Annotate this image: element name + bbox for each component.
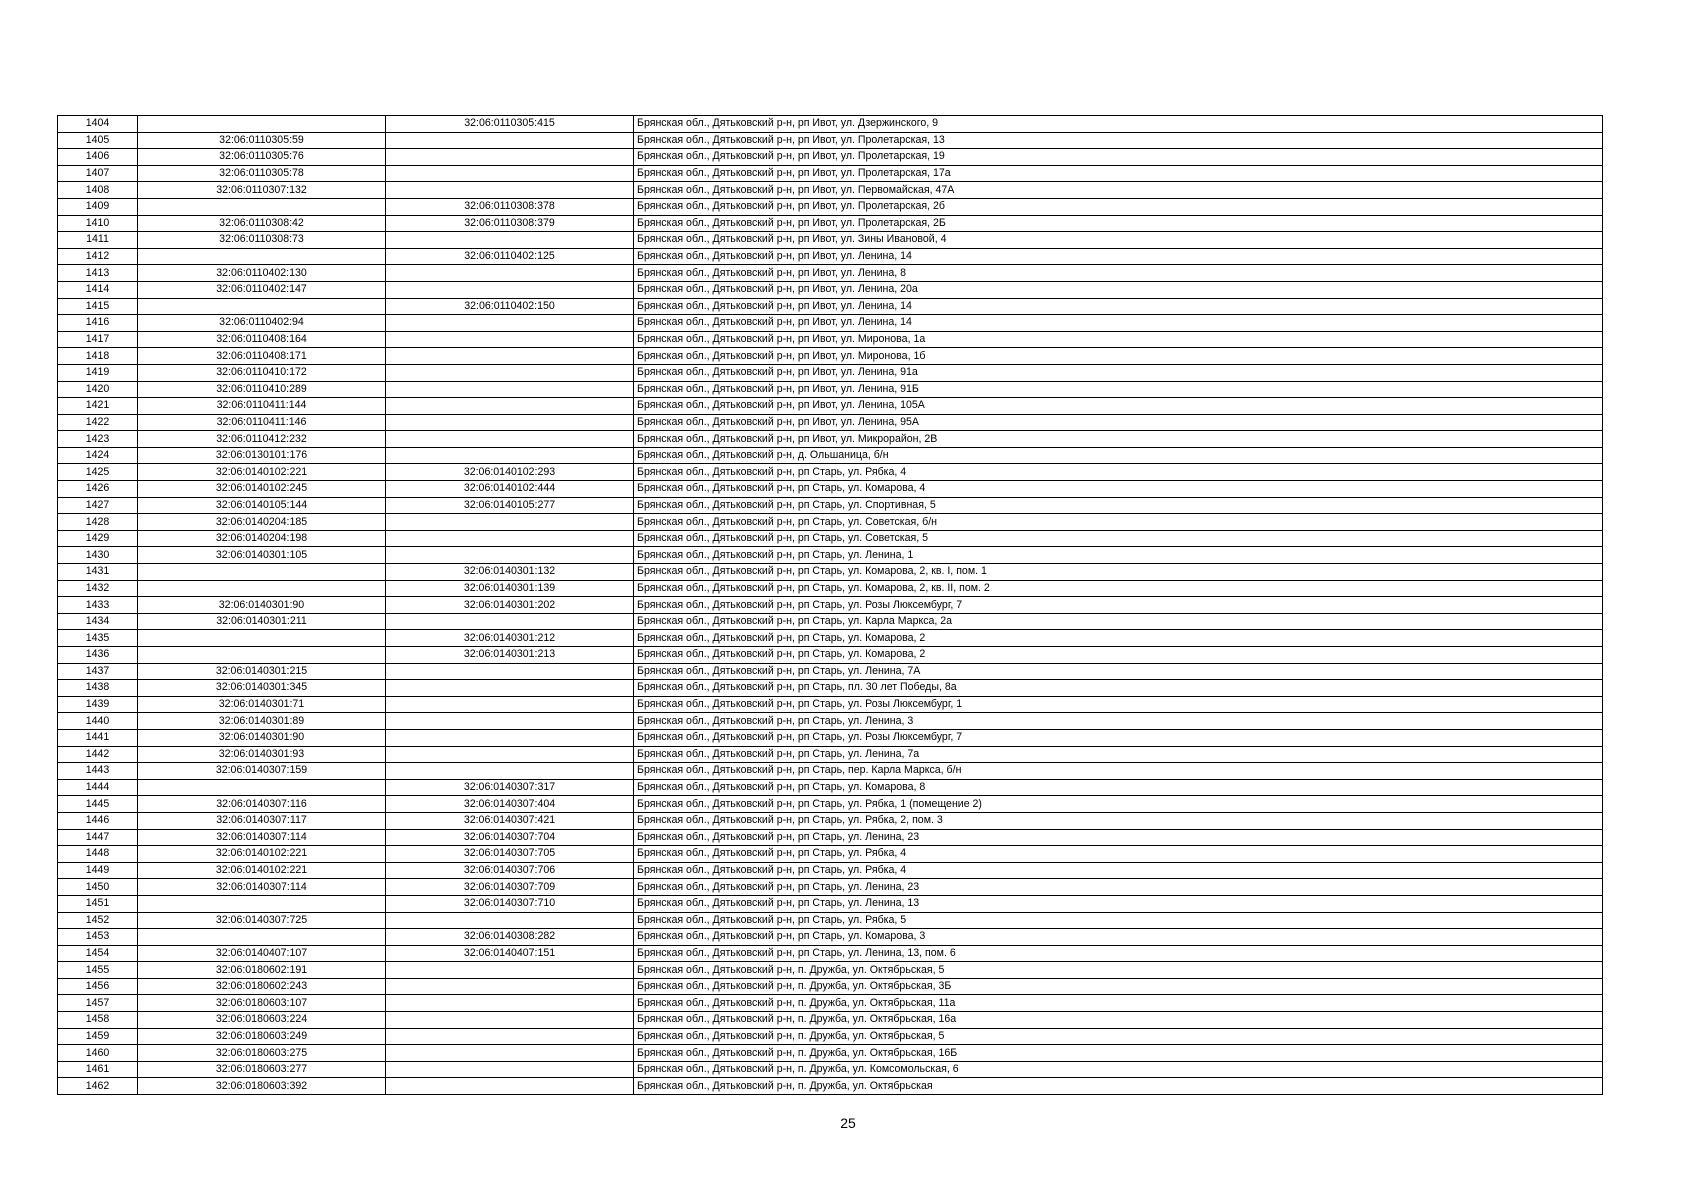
cadastral-number-cell: 32:06:0140307:725 xyxy=(138,912,386,929)
address-cell: Брянская обл., Дятьковский р-н, рп Ивот, ул. Ленина, 14 xyxy=(634,315,1603,332)
building-cadastral-number-cell: 32:06:0140301:212 xyxy=(386,630,634,647)
cadastral-number-cell: 32:06:0140301:211 xyxy=(138,613,386,630)
address-cell: Брянская обл., Дятьковский р-н, рп Ивот, ул. Ленина, 95А xyxy=(634,414,1603,431)
cadastral-number-cell: 32:06:0110305:59 xyxy=(138,132,386,149)
cadastral-number-cell xyxy=(138,116,386,133)
address-cell: Брянская обл., Дятьковский р-н, п. Дружба, ул. Октябрьская, 11а xyxy=(634,995,1603,1012)
address-cell: Брянская обл., Дятьковский р-н, рп Ивот, ул. Пролетарская, 2б xyxy=(634,198,1603,215)
table-row xyxy=(58,746,1603,763)
row-number-cell: 1448 xyxy=(58,846,138,863)
building-cadastral-number-cell xyxy=(386,232,634,249)
table-row xyxy=(58,796,1603,813)
table-row xyxy=(58,729,1603,746)
table-row xyxy=(58,182,1603,199)
row-number-cell: 1410 xyxy=(58,215,138,232)
table-row xyxy=(58,298,1603,315)
cadastral-number-cell: 32:06:0110408:171 xyxy=(138,348,386,365)
table-row xyxy=(58,215,1603,232)
cadastral-number-cell xyxy=(138,298,386,315)
row-number-cell: 1430 xyxy=(58,547,138,564)
address-cell: Брянская обл., Дятьковский р-н, п. Дружба, ул. Октябрьская, 3Б xyxy=(634,978,1603,995)
address-cell: Брянская обл., Дятьковский р-н, рп Старь, ул. Рябка, 2, пом. 3 xyxy=(634,812,1603,829)
row-number-cell: 1409 xyxy=(58,198,138,215)
address-cell: Брянская обл., Дятьковский р-н, рп Старь, ул. Ленина, 1 xyxy=(634,547,1603,564)
table-row xyxy=(58,530,1603,547)
building-cadastral-number-cell: 32:06:0140308:282 xyxy=(386,929,634,946)
address-cell: Брянская обл., Дятьковский р-н, рп Старь, ул. Рябка, 4 xyxy=(634,862,1603,879)
table-row xyxy=(58,447,1603,464)
address-cell: Брянская обл., Дятьковский р-н, рп Ивот, ул. Миронова, 1а xyxy=(634,331,1603,348)
building-cadastral-number-cell xyxy=(386,696,634,713)
cadastral-number-cell: 32:06:0110402:94 xyxy=(138,315,386,332)
table-row xyxy=(58,116,1603,133)
table-row xyxy=(58,829,1603,846)
building-cadastral-number-cell xyxy=(386,1028,634,1045)
address-cell: Брянская обл., Дятьковский р-н, рп Старь, ул. Карла Маркса, 2а xyxy=(634,613,1603,630)
address-cell: Брянская обл., Дятьковский р-н, рп Старь, ул. Розы Люксембург, 7 xyxy=(634,597,1603,614)
cadastral-number-cell: 32:06:0140301:90 xyxy=(138,597,386,614)
building-cadastral-number-cell: 32:06:0140307:421 xyxy=(386,812,634,829)
address-cell: Брянская обл., Дятьковский р-н, рп Старь, ул. Комарова, 8 xyxy=(634,779,1603,796)
row-number-cell: 1447 xyxy=(58,829,138,846)
table-row xyxy=(58,265,1603,282)
row-number-cell: 1453 xyxy=(58,929,138,946)
cadastral-number-cell: 32:06:0140301:93 xyxy=(138,746,386,763)
building-cadastral-number-cell xyxy=(386,398,634,415)
cadastral-number-cell: 32:06:0140105:144 xyxy=(138,497,386,514)
building-cadastral-number-cell: 32:06:0140301:139 xyxy=(386,580,634,597)
cadastral-number-cell xyxy=(138,630,386,647)
table-row xyxy=(58,364,1603,381)
table-row xyxy=(58,613,1603,630)
registry-sheet xyxy=(57,115,1602,1095)
table-row xyxy=(58,945,1603,962)
row-number-cell: 1412 xyxy=(58,248,138,265)
row-number-cell: 1440 xyxy=(58,713,138,730)
table-row xyxy=(58,248,1603,265)
building-cadastral-number-cell xyxy=(386,132,634,149)
building-cadastral-number-cell xyxy=(386,414,634,431)
building-cadastral-number-cell xyxy=(386,348,634,365)
cadastral-number-cell: 32:06:0140307:116 xyxy=(138,796,386,813)
table-row xyxy=(58,580,1603,597)
building-cadastral-number-cell: 32:06:0140307:404 xyxy=(386,796,634,813)
cadastral-number-cell: 32:06:0180603:224 xyxy=(138,1012,386,1029)
cadastral-number-cell xyxy=(138,248,386,265)
table-row xyxy=(58,514,1603,531)
address-cell: Брянская обл., Дятьковский р-н, рп Старь, ул. Комарова, 2, кв. I, пом. 1 xyxy=(634,564,1603,581)
row-number-cell: 1434 xyxy=(58,613,138,630)
address-cell: Брянская обл., Дятьковский р-н, рп Старь, ул. Комарова, 3 xyxy=(634,929,1603,946)
cadastral-number-cell: 32:06:0180603:275 xyxy=(138,1045,386,1062)
building-cadastral-number-cell: 32:06:0140307:706 xyxy=(386,862,634,879)
row-number-cell: 1428 xyxy=(58,514,138,531)
building-cadastral-number-cell xyxy=(386,149,634,166)
table-row xyxy=(58,281,1603,298)
table-row xyxy=(58,198,1603,215)
cadastral-number-cell: 32:06:0110308:42 xyxy=(138,215,386,232)
address-cell: Брянская обл., Дятьковский р-н, д. Ольшаница, б/н xyxy=(634,447,1603,464)
address-cell: Брянская обл., Дятьковский р-н, п. Дружба, ул. Октябрьская, 5 xyxy=(634,962,1603,979)
address-cell: Брянская обл., Дятьковский р-н, рп Ивот, ул. Пролетарская, 19 xyxy=(634,149,1603,166)
cadastral-number-cell: 32:06:0110305:76 xyxy=(138,149,386,166)
cadastral-number-cell xyxy=(138,895,386,912)
address-cell: Брянская обл., Дятьковский р-н, п. Дружба, ул. Октябрьская, 5 xyxy=(634,1028,1603,1045)
building-cadastral-number-cell xyxy=(386,364,634,381)
building-cadastral-number-cell xyxy=(386,165,634,182)
building-cadastral-number-cell xyxy=(386,713,634,730)
building-cadastral-number-cell: 32:06:0110402:150 xyxy=(386,298,634,315)
row-number-cell: 1456 xyxy=(58,978,138,995)
building-cadastral-number-cell: 32:06:0140307:710 xyxy=(386,895,634,912)
address-cell: Брянская обл., Дятьковский р-н, п. Дружба, ул. Октябрьская, 16а xyxy=(634,1012,1603,1029)
address-cell: Брянская обл., Дятьковский р-н, п. Дружба, ул. Комсомольская, 6 xyxy=(634,1061,1603,1078)
address-cell: Брянская обл., Дятьковский р-н, рп Старь, ул. Ленина, 3 xyxy=(634,713,1603,730)
registry-table xyxy=(57,115,1603,1095)
building-cadastral-number-cell xyxy=(386,1045,634,1062)
table-row xyxy=(58,414,1603,431)
address-cell: Брянская обл., Дятьковский р-н, рп Старь, ул. Ленина, 23 xyxy=(634,879,1603,896)
table-row xyxy=(58,812,1603,829)
cadastral-number-cell: 32:06:0140307:114 xyxy=(138,829,386,846)
table-row xyxy=(58,879,1603,896)
table-row xyxy=(58,398,1603,415)
table-row xyxy=(58,1078,1603,1095)
row-number-cell: 1458 xyxy=(58,1012,138,1029)
address-cell: Брянская обл., Дятьковский р-н, рп Старь, ул. Ленина, 13 xyxy=(634,895,1603,912)
building-cadastral-number-cell xyxy=(386,381,634,398)
row-number-cell: 1435 xyxy=(58,630,138,647)
table-row xyxy=(58,995,1603,1012)
building-cadastral-number-cell xyxy=(386,1061,634,1078)
row-number-cell: 1457 xyxy=(58,995,138,1012)
row-number-cell: 1461 xyxy=(58,1061,138,1078)
cadastral-number-cell: 32:06:0110307:132 xyxy=(138,182,386,199)
cadastral-number-cell: 32:06:0140301:89 xyxy=(138,713,386,730)
table-row xyxy=(58,929,1603,946)
table-row xyxy=(58,132,1603,149)
building-cadastral-number-cell: 32:06:0140307:709 xyxy=(386,879,634,896)
address-cell: Брянская обл., Дятьковский р-н, рп Ивот, ул. Ленина, 91Б xyxy=(634,381,1603,398)
address-cell: Брянская обл., Дятьковский р-н, рп Ивот, ул. Ленина, 8 xyxy=(634,265,1603,282)
row-number-cell: 1439 xyxy=(58,696,138,713)
table-row xyxy=(58,1045,1603,1062)
address-cell: Брянская обл., Дятьковский р-н, рп Старь, ул. Ленина, 23 xyxy=(634,829,1603,846)
address-cell: Брянская обл., Дятьковский р-н, рп Старь, ул. Спортивная, 5 xyxy=(634,497,1603,514)
table-row xyxy=(58,912,1603,929)
cadastral-number-cell: 32:06:0140301:105 xyxy=(138,547,386,564)
address-cell: Брянская обл., Дятьковский р-н, рп Ивот, ул. Миронова, 1б xyxy=(634,348,1603,365)
building-cadastral-number-cell xyxy=(386,1012,634,1029)
cadastral-number-cell xyxy=(138,929,386,946)
building-cadastral-number-cell xyxy=(386,680,634,697)
row-number-cell: 1433 xyxy=(58,597,138,614)
row-number-cell: 1413 xyxy=(58,265,138,282)
row-number-cell: 1418 xyxy=(58,348,138,365)
address-cell: Брянская обл., Дятьковский р-н, рп Старь, пер. Карла Маркса, б/н xyxy=(634,763,1603,780)
cadastral-number-cell: 32:06:0110408:164 xyxy=(138,331,386,348)
cadastral-number-cell: 32:06:0130101:176 xyxy=(138,447,386,464)
table-row xyxy=(58,149,1603,166)
cadastral-number-cell: 32:06:0140204:185 xyxy=(138,514,386,531)
table-row xyxy=(58,315,1603,332)
row-number-cell: 1414 xyxy=(58,281,138,298)
table-row xyxy=(58,348,1603,365)
page-number: 25 xyxy=(840,1115,856,1131)
table-row xyxy=(58,779,1603,796)
table-row xyxy=(58,696,1603,713)
cadastral-number-cell: 32:06:0140102:221 xyxy=(138,846,386,863)
table-row xyxy=(58,431,1603,448)
address-cell: Брянская обл., Дятьковский р-н, рп Старь, ул. Ленина, 7а xyxy=(634,746,1603,763)
table-row xyxy=(58,464,1603,481)
row-number-cell: 1438 xyxy=(58,680,138,697)
row-number-cell: 1452 xyxy=(58,912,138,929)
address-cell: Брянская обл., Дятьковский р-н, рп Ивот, ул. Ленина, 105А xyxy=(634,398,1603,415)
cadastral-number-cell: 32:06:0110410:172 xyxy=(138,364,386,381)
row-number-cell: 1404 xyxy=(58,116,138,133)
table-row xyxy=(58,497,1603,514)
building-cadastral-number-cell xyxy=(386,729,634,746)
building-cadastral-number-cell xyxy=(386,281,634,298)
address-cell: Брянская обл., Дятьковский р-н, рп Ивот, ул. Зины Ивановой, 4 xyxy=(634,232,1603,249)
row-number-cell: 1411 xyxy=(58,232,138,249)
building-cadastral-number-cell: 32:06:0140102:444 xyxy=(386,481,634,498)
building-cadastral-number-cell xyxy=(386,431,634,448)
address-cell: Брянская обл., Дятьковский р-н, рп Старь, ул. Советская, 5 xyxy=(634,530,1603,547)
row-number-cell: 1431 xyxy=(58,564,138,581)
cadastral-number-cell: 32:06:0110410:289 xyxy=(138,381,386,398)
building-cadastral-number-cell xyxy=(386,962,634,979)
cadastral-number-cell: 32:06:0180603:392 xyxy=(138,1078,386,1095)
row-number-cell: 1425 xyxy=(58,464,138,481)
cadastral-number-cell: 32:06:0180602:243 xyxy=(138,978,386,995)
building-cadastral-number-cell xyxy=(386,265,634,282)
address-cell: Брянская обл., Дятьковский р-н, п. Дружба, ул. Октябрьская xyxy=(634,1078,1603,1095)
address-cell: Брянская обл., Дятьковский р-н, рп Старь, ул. Розы Люксембург, 1 xyxy=(634,696,1603,713)
table-row xyxy=(58,547,1603,564)
table-row xyxy=(58,962,1603,979)
table-row xyxy=(58,1028,1603,1045)
building-cadastral-number-cell: 32:06:0140307:317 xyxy=(386,779,634,796)
building-cadastral-number-cell: 32:06:0140105:277 xyxy=(386,497,634,514)
row-number-cell: 1432 xyxy=(58,580,138,597)
table-row xyxy=(58,331,1603,348)
cadastral-number-cell: 32:06:0110411:146 xyxy=(138,414,386,431)
row-number-cell: 1406 xyxy=(58,149,138,166)
table-row xyxy=(58,713,1603,730)
building-cadastral-number-cell xyxy=(386,912,634,929)
table-row xyxy=(58,1061,1603,1078)
cadastral-number-cell xyxy=(138,779,386,796)
building-cadastral-number-cell xyxy=(386,530,634,547)
cadastral-number-cell: 32:06:0180603:107 xyxy=(138,995,386,1012)
cadastral-number-cell: 32:06:0110305:78 xyxy=(138,165,386,182)
building-cadastral-number-cell xyxy=(386,663,634,680)
building-cadastral-number-cell xyxy=(386,763,634,780)
row-number-cell: 1415 xyxy=(58,298,138,315)
building-cadastral-number-cell xyxy=(386,331,634,348)
cadastral-number-cell: 32:06:0180602:191 xyxy=(138,962,386,979)
address-cell: Брянская обл., Дятьковский р-н, рп Ивот, ул. Ленина, 14 xyxy=(634,298,1603,315)
row-number-cell: 1421 xyxy=(58,398,138,415)
table-row xyxy=(58,481,1603,498)
address-cell: Брянская обл., Дятьковский р-н, рп Ивот, ул. Ленина, 20а xyxy=(634,281,1603,298)
building-cadastral-number-cell xyxy=(386,315,634,332)
cadastral-number-cell: 32:06:0140307:117 xyxy=(138,812,386,829)
row-number-cell: 1446 xyxy=(58,812,138,829)
building-cadastral-number-cell: 32:06:0110308:378 xyxy=(386,198,634,215)
table-row xyxy=(58,381,1603,398)
address-cell: Брянская обл., Дятьковский р-н, рп Старь, ул. Советская, б/н xyxy=(634,514,1603,531)
table-row xyxy=(58,232,1603,249)
cadastral-number-cell: 32:06:0140102:245 xyxy=(138,481,386,498)
building-cadastral-number-cell: 32:06:0140301:132 xyxy=(386,564,634,581)
cadastral-number-cell: 32:06:0140102:221 xyxy=(138,464,386,481)
row-number-cell: 1454 xyxy=(58,945,138,962)
cadastral-number-cell: 32:06:0140407:107 xyxy=(138,945,386,962)
address-cell: Брянская обл., Дятьковский р-н, рп Ивот, ул. Микрорайон, 2В xyxy=(634,431,1603,448)
row-number-cell: 1455 xyxy=(58,962,138,979)
cadastral-number-cell: 32:06:0140204:198 xyxy=(138,530,386,547)
row-number-cell: 1445 xyxy=(58,796,138,813)
cadastral-number-cell: 32:06:0140301:345 xyxy=(138,680,386,697)
cadastral-number-cell: 32:06:0180603:249 xyxy=(138,1028,386,1045)
row-number-cell: 1423 xyxy=(58,431,138,448)
cadastral-number-cell: 32:06:0140307:159 xyxy=(138,763,386,780)
building-cadastral-number-cell xyxy=(386,547,634,564)
row-number-cell: 1429 xyxy=(58,530,138,547)
row-number-cell: 1459 xyxy=(58,1028,138,1045)
building-cadastral-number-cell: 32:06:0140301:202 xyxy=(386,597,634,614)
cadastral-number-cell: 32:06:0110402:130 xyxy=(138,265,386,282)
row-number-cell: 1417 xyxy=(58,331,138,348)
row-number-cell: 1449 xyxy=(58,862,138,879)
table-row xyxy=(58,862,1603,879)
table-row xyxy=(58,1012,1603,1029)
address-cell: Брянская обл., Дятьковский р-н, рп Ивот, ул. Ленина, 91а xyxy=(634,364,1603,381)
building-cadastral-number-cell xyxy=(386,995,634,1012)
building-cadastral-number-cell xyxy=(386,1078,634,1095)
address-cell: Брянская обл., Дятьковский р-н, рп Старь, ул. Комарова, 4 xyxy=(634,481,1603,498)
row-number-cell: 1437 xyxy=(58,663,138,680)
row-number-cell: 1450 xyxy=(58,879,138,896)
building-cadastral-number-cell: 32:06:0140102:293 xyxy=(386,464,634,481)
table-row xyxy=(58,978,1603,995)
address-cell: Брянская обл., Дятьковский р-н, рп Старь, ул. Ленина, 7А xyxy=(634,663,1603,680)
address-cell: Брянская обл., Дятьковский р-н, рп Старь, ул. Розы Люксембург, 7 xyxy=(634,729,1603,746)
table-row xyxy=(58,680,1603,697)
table-row xyxy=(58,564,1603,581)
row-number-cell: 1460 xyxy=(58,1045,138,1062)
cadastral-number-cell: 32:06:0110308:73 xyxy=(138,232,386,249)
cadastral-number-cell xyxy=(138,580,386,597)
address-cell: Брянская обл., Дятьковский р-н, п. Дружба, ул. Октябрьская, 16Б xyxy=(634,1045,1603,1062)
cadastral-number-cell xyxy=(138,647,386,664)
row-number-cell: 1408 xyxy=(58,182,138,199)
cadastral-number-cell: 32:06:0140307:114 xyxy=(138,879,386,896)
row-number-cell: 1451 xyxy=(58,895,138,912)
building-cadastral-number-cell xyxy=(386,613,634,630)
row-number-cell: 1424 xyxy=(58,447,138,464)
address-cell: Брянская обл., Дятьковский р-н, рп Старь, ул. Рябка, 4 xyxy=(634,464,1603,481)
table-row xyxy=(58,846,1603,863)
cadastral-number-cell: 32:06:0180603:277 xyxy=(138,1061,386,1078)
table-row xyxy=(58,165,1603,182)
cadastral-number-cell: 32:06:0140301:215 xyxy=(138,663,386,680)
table-row xyxy=(58,630,1603,647)
building-cadastral-number-cell xyxy=(386,514,634,531)
row-number-cell: 1416 xyxy=(58,315,138,332)
row-number-cell: 1419 xyxy=(58,364,138,381)
row-number-cell: 1407 xyxy=(58,165,138,182)
address-cell: Брянская обл., Дятьковский р-н, рп Старь, ул. Рябка, 1 (помещение 2) xyxy=(634,796,1603,813)
building-cadastral-number-cell: 32:06:0140307:704 xyxy=(386,829,634,846)
row-number-cell: 1444 xyxy=(58,779,138,796)
row-number-cell: 1405 xyxy=(58,132,138,149)
cadastral-number-cell: 32:06:0140301:71 xyxy=(138,696,386,713)
row-number-cell: 1443 xyxy=(58,763,138,780)
row-number-cell: 1436 xyxy=(58,647,138,664)
building-cadastral-number-cell: 32:06:0140307:705 xyxy=(386,846,634,863)
address-cell: Брянская обл., Дятьковский р-н, рп Старь, ул. Ленина, 13, пом. 6 xyxy=(634,945,1603,962)
building-cadastral-number-cell xyxy=(386,182,634,199)
cadastral-number-cell xyxy=(138,564,386,581)
building-cadastral-number-cell: 32:06:0110305:415 xyxy=(386,116,634,133)
table-row xyxy=(58,663,1603,680)
table-row xyxy=(58,647,1603,664)
cadastral-number-cell: 32:06:0110412:232 xyxy=(138,431,386,448)
row-number-cell: 1427 xyxy=(58,497,138,514)
building-cadastral-number-cell xyxy=(386,746,634,763)
building-cadastral-number-cell xyxy=(386,978,634,995)
row-number-cell: 1426 xyxy=(58,481,138,498)
cadastral-number-cell xyxy=(138,198,386,215)
building-cadastral-number-cell: 32:06:0140301:213 xyxy=(386,647,634,664)
row-number-cell: 1442 xyxy=(58,746,138,763)
row-number-cell: 1441 xyxy=(58,729,138,746)
table-row xyxy=(58,895,1603,912)
address-cell: Брянская обл., Дятьковский р-н, рп Старь, пл. 30 лет Победы, 8а xyxy=(634,680,1603,697)
row-number-cell: 1462 xyxy=(58,1078,138,1095)
building-cadastral-number-cell xyxy=(386,447,634,464)
address-cell: Брянская обл., Дятьковский р-н, рп Старь, ул. Комарова, 2, кв. II, пом. 2 xyxy=(634,580,1603,597)
cadastral-number-cell: 32:06:0110402:147 xyxy=(138,281,386,298)
address-cell: Брянская обл., Дятьковский р-н, рп Старь, ул. Рябка, 4 xyxy=(634,846,1603,863)
address-cell: Брянская обл., Дятьковский р-н, рп Ивот, ул. Первомайская, 47А xyxy=(634,182,1603,199)
address-cell: Брянская обл., Дятьковский р-н, рп Ивот, ул. Пролетарская, 2Б xyxy=(634,215,1603,232)
address-cell: Брянская обл., Дятьковский р-н, рп Старь, ул. Рябка, 5 xyxy=(634,912,1603,929)
cadastral-number-cell: 32:06:0140301:90 xyxy=(138,729,386,746)
row-number-cell: 1420 xyxy=(58,381,138,398)
address-cell: Брянская обл., Дятьковский р-н, рп Ивот, ул. Пролетарская, 17а xyxy=(634,165,1603,182)
building-cadastral-number-cell: 32:06:0110402:125 xyxy=(386,248,634,265)
address-cell: Брянская обл., Дятьковский р-н, рп Ивот, ул. Ленина, 14 xyxy=(634,248,1603,265)
registry-table-body xyxy=(58,116,1603,1095)
cadastral-number-cell: 32:06:0110411:144 xyxy=(138,398,386,415)
address-cell: Брянская обл., Дятьковский р-н, рп Ивот, ул. Пролетарская, 13 xyxy=(634,132,1603,149)
building-cadastral-number-cell: 32:06:0140407:151 xyxy=(386,945,634,962)
cadastral-number-cell: 32:06:0140102:221 xyxy=(138,862,386,879)
row-number-cell: 1422 xyxy=(58,414,138,431)
table-row xyxy=(58,597,1603,614)
address-cell: Брянская обл., Дятьковский р-н, рп Старь, ул. Комарова, 2 xyxy=(634,647,1603,664)
building-cadastral-number-cell: 32:06:0110308:379 xyxy=(386,215,634,232)
table-row xyxy=(58,763,1603,780)
address-cell: Брянская обл., Дятьковский р-н, рп Старь, ул. Комарова, 2 xyxy=(634,630,1603,647)
address-cell: Брянская обл., Дятьковский р-н, рп Ивот, ул. Дзержинского, 9 xyxy=(634,116,1603,133)
